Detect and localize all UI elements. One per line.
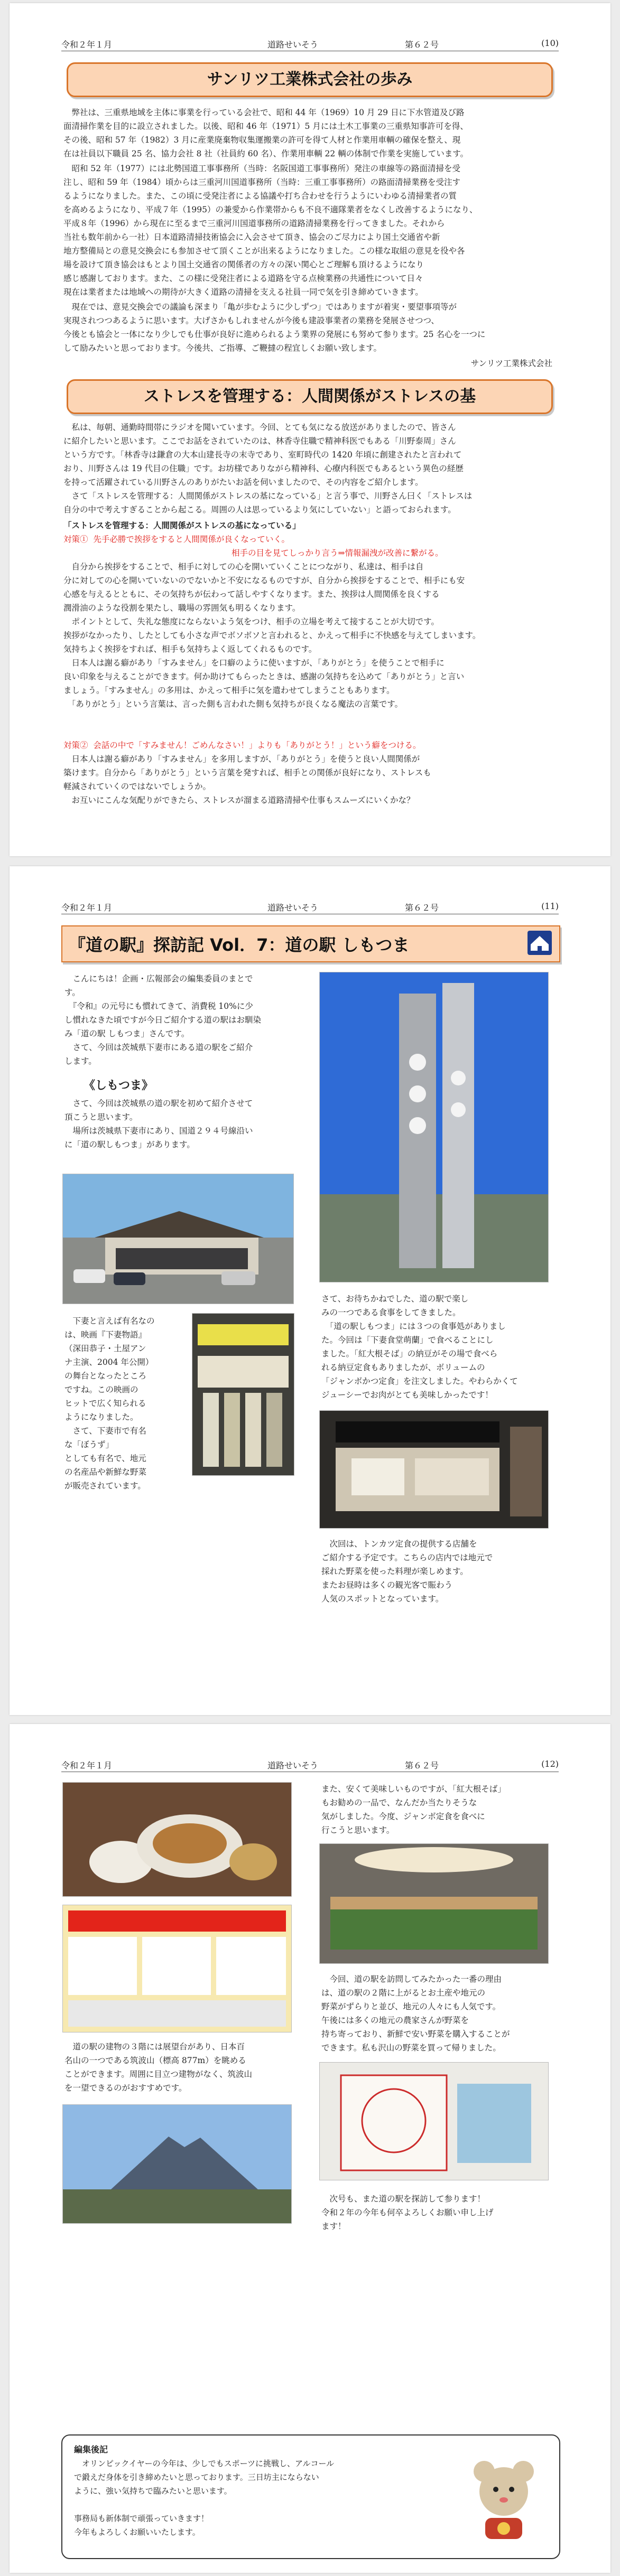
roast-text: 次回は、トンカツ定食の提供する店舗を ご紹介する予定です。こちらの店内では地元で 採れた野菜を使った料理が楽しめます。 またお昼時は多くの観光客で賑わう 人気のスポットとなっています。	[321, 1539, 493, 1604]
michinoeki-title: 『道の駅』探訪記 Vol．7：道の駅 しもつま	[69, 935, 410, 955]
header-title: 道路せいそう	[267, 903, 319, 913]
produce-shelf-photo	[192, 1313, 294, 1476]
station-sign-pole-photo	[319, 972, 549, 1282]
closing-text: 次号も、また道の駅を探訪して参ります！ 令和２年の今年も何卒よろしくお願い申し上げ ます！	[321, 2194, 494, 2231]
history-paragraph-3: 現在では、意見交換会での議論も深まり「亀が歩むように少しずつ」ではありますが着実・要望事項等が 実現されつつあるように思います。大げさかもしれませんが今後も建設事業者の業務を発展させつつ、 今後とも協会と一体になり少しでも仕事が良好に進められるよう業界の発展にも努めて参ります。25 名心を一つに して励みたいと思っております。今後共、ご指導、ご鞭撻の程宜しくお願い致します。	[63, 302, 486, 353]
restaurant-front-photo	[319, 1410, 549, 1529]
countermeasure-1: 対策① 先手必勝で挨拶をすると人間関係が良くなっていく。	[63, 535, 290, 544]
editors-postscript-title: 編集後記	[74, 2444, 108, 2455]
countermeasure-2: 対策② 会話の中で「すみません！ごめんなさい！」よりも「ありがとう！」という癖をつける。	[63, 741, 421, 750]
header-page: (11)	[541, 901, 559, 911]
stress-title-banner	[67, 379, 553, 414]
history-paragraph-1: 弊社は、三重県地域を主体に事業を行っている会社で、昭和 44 年（1969）10 月 29 日に下水管道及び路 面清掃作業を目的に設立されました。以後、昭和 46 年（1971）5 月には土木工事業の三重県知事許可を得、 その後、昭和 57 年（1982）3 月に産業廃棄物収集運搬業の許可を得て人材と作業用車輌の確保を整え、現 在は社員以下職員 25 名、協力会社 8 社（社員約 60 名）、作業用車輌 22 輌の体制で作業を実施しています。	[63, 108, 468, 158]
editors-postscript-body: オリンピックイヤーの今年は、少しでもスポーツに挑戦し、アルコール で鍛えだ身体を引き締めたいと思っております。三日坊主にならない ように、強い気持ちで臨みたいと思います。 事務局も新体制で頑張っていきます！ 今年もよろしくお願いいたします。	[74, 2459, 335, 2537]
article-title-banner	[67, 62, 553, 97]
page-3	[10, 1724, 610, 2573]
intro-text: こんにちは！企画・広報部会の編集委員のまとで す。 『令和』の元号にも慣れてきて、消費税 10%に少 し慣れなきた頃ですが今日ご紹介する道の駅はお馴染 み「道の駅 しもつま」さんです。 さて、今回は茨城県下妻市にある道の駅をご紹介 します。	[64, 974, 262, 1066]
article-title: サンリツ工業株式会社の歩み	[207, 70, 413, 89]
header-page: (12)	[541, 1759, 559, 1769]
mouse-mascot-icon	[464, 2455, 543, 2547]
header-title: 道路せいそう	[267, 1760, 319, 1771]
editors-postscript-box	[61, 2434, 560, 2559]
mount-tsukuba-photo	[62, 2104, 292, 2224]
company-signature: サンリツ工業株式会社	[470, 359, 552, 368]
header-date: 令和２年１月	[61, 40, 113, 50]
station-building-photo	[62, 1174, 294, 1304]
market-interior-photo	[319, 1843, 549, 1964]
michinoeki-logo-icon	[528, 931, 552, 955]
observatory-text: 道の駅の建物の３階には展望台があり、日本百 名山の一つである筑波山（標高 877m）を眺める ことができます。周囲に目立つ建物がなく、筑波山 を一望できるのがおすすめです。	[64, 2042, 252, 2093]
additional-food-text: また、安くて美味しいものですが、「紅大根そば」 もお勧めの一品で、なんだか当たりそうな 気がしました。今度、ジャンボ定食を食べに 行こうと思います。	[321, 1784, 506, 1835]
stress-ending: 日本人は謝る癖があり「すみません」を多用しますが、「ありがとう」を使うと良い人間関係が 築けます。自分から「ありがとう」という言葉を発すれば、相手との関係が良好になり、ストレスも 軽減されていくのではないでしょうか。 お互いにこんな気配りができたら、ストレスが溜まる道路清掃や仕事もスムーズにいくかな？	[63, 754, 431, 805]
header-date: 令和２年１月	[61, 1760, 113, 1771]
michinoeki-title-banner	[61, 925, 560, 962]
header-issue: 第６２号	[405, 1760, 439, 1771]
location-text: さて、今回は茨城県の道の駅を初めて紹介させて 頂こうと思います。 場所は茨城県下妻市にあり、国道２９４号線沿い に「道の駅しもつま」があります。	[64, 1099, 253, 1149]
page-1	[10, 3, 610, 856]
history-paragraph-2: 昭和 52 年（1977）には北勢国道工事事務所（当時：名阪国道工事事務所）発注の車線等の路面清掃を受 注し、昭和 59 年（1984）頃からは三重河川国道事務所（当時：三重工事事務所）の路面清掃業務を受注す るようになりました。また、この頃に受発注者による協議や打ち合わせを行うようにいわゆる清掃業者の質 を高めるようになり、平成７年（1995）の兼愛から作業帯からも不良不適隊業者をなくし改善するようになり、 平成８年（1996）から現在に至るまで三重河川国道事務所の道路清掃業務を行ってきました。それから 当社も数年前から一社）日本道路清掃技術協会に入会させて頂き、協会のご尽力により国土交通省や新 地方整備局との意見交換会にも参加させて頂くことが出来るようになりました。この様な取組の意見を役や各 場を設けて頂き協会はもとより国土交通省の関係者の方々の深い関心とご理解も頂けるようになり 感じ感謝しております。また、この様に受発注者による道路を守る点検業務の共通性について日々 現在は業者または地域への期待が大きく道路の清掃を支える社員一同で気を引き締めていきます。	[63, 164, 478, 297]
menu-board-photo	[62, 1905, 292, 2032]
header-title: 道路せいそう	[267, 40, 319, 50]
page-2	[10, 866, 610, 1715]
header-page: (10)	[541, 38, 559, 48]
countermeasure-1-sub: 相手の目を見てしっかり言う⇒情報漏洩が改善に繋がる。	[232, 548, 443, 558]
produce-text: 今回、道の駅を訪問してみたかった一番の理由 は、道の駅の２階に上がるとお土産や地元の 野菜がずらりと並び、地元の人々にも人気です。 午後には多くの地元の農家さんが野菜を 持ち寄っており、新鮮で安い野菜を購入することが できます。私も沢山の野菜を買って帰りました。	[321, 1974, 510, 2053]
stress-title: ストレスを管理する：人間関係がストレスの基	[143, 387, 476, 406]
shimotsuma-subheading: 《しもつま》	[84, 1079, 154, 1092]
film-text: 下妻と言えば有名なの は、映画『下妻物語』 （深田恭子・土屋アン ナ主演、2004 年公開） の舞台となったところ ですね。この映画の ヒットで広く知られる ようになりました。 さて、下妻市で有名 な「ぼうず」 としても有名で、地元 の名産品や新鮮な野菜 が販売されています。	[64, 1316, 155, 1491]
page-header	[61, 899, 559, 914]
page-header	[61, 1757, 559, 1772]
station-stamp-photo	[319, 2062, 549, 2180]
header-issue: 第６２号	[405, 40, 439, 50]
pork-cutlet-meal-photo	[62, 1782, 292, 1897]
header-issue: 第６２号	[405, 903, 439, 913]
stress-bold-line: 「ストレスを管理する：人間関係がストレスの基になっている」	[63, 520, 301, 530]
header-date: 令和２年１月	[61, 903, 113, 913]
stress-body: 自分から挨拶をすることで、相手に対しての心を開いていくことにつながり、私達は、相手は自 分に対しての心を開いていないのでないかと不安になるものですが、自分から挨拶をすることで、相手にも安 心感を与えるとともに、その気持ちが伝わって話しやすくなります。また、挨拶は人間関係を良くする 潤滑油のような役割を果たし、職場の雰囲気も明るくなります。 ポイントとして、失礼な態度にならないよう気をつけ、相手の立場を考えて接することが大切です。 挨拶がなかったり、したとしても小さな声でボソボソと言われると、かえって相手に不快感を与えてしまいます。 気持ちよく挨拶をすれば、相手も気持ちよく返してくれるものです。 日本人は謝る癖があり「すみません」を口癖のように使いますが、「ありがとう」を使うことで相手に 良い印象を与えることができます。何か助けてもらったときは、感謝の気持ちを込めて「ありがとう」と言い ましょう。「すみません」の多用は、かえって相手に気を遣わせてしまうこともあります。 「ありがとう」という言葉は、言った側も言われた側も気持ちが良くなる魔法の言葉です。	[63, 562, 481, 709]
meal-text: さて、お待ちかねでした、道の駅で楽し みの一つである食事をしてきました。 「道の駅しもつま」には３つの食事処がありまし た。今回は「下妻食堂萌蘭」で食べることにし ました。「紅大根そば」の納豆がその場で食べら れる納豆定食もありましたが、ボリュームの 「ジャンボかつ定食」を注文しました。やわらかくて ジューシーでお肉がとても美味しかったです！	[321, 1294, 518, 1400]
page-header	[61, 36, 559, 51]
stress-intro: 私は、毎朝、通勤時間帯にラジオを聞いています。今回、とても気になる放送がありましたので、皆さん に紹介したいと思います。ここでお話をされていたのは、林香寺住職で精神科医でもある「川野泰周」さん という方です。「林香寺は鎌倉の大本山建長寺の末寺であり、室町時代の 1420 年頃に創建されたと言われて おり、川野さんは 19 代目の住職」です。お坊様でありながら精神科、心療内科医でもあるという異色の経歴 を持って活躍されている川野さんのありがたいお話を伺いましたので、その内容をご紹介します。 さて「ストレスを管理する：人間関係がストレスの基になっている」と言う事で、川野さん曰く「ストレスは 自分の中で考えすぎることから起こる。周囲の人は思っているより気にしていない」と語っておられます。	[63, 423, 473, 514]
